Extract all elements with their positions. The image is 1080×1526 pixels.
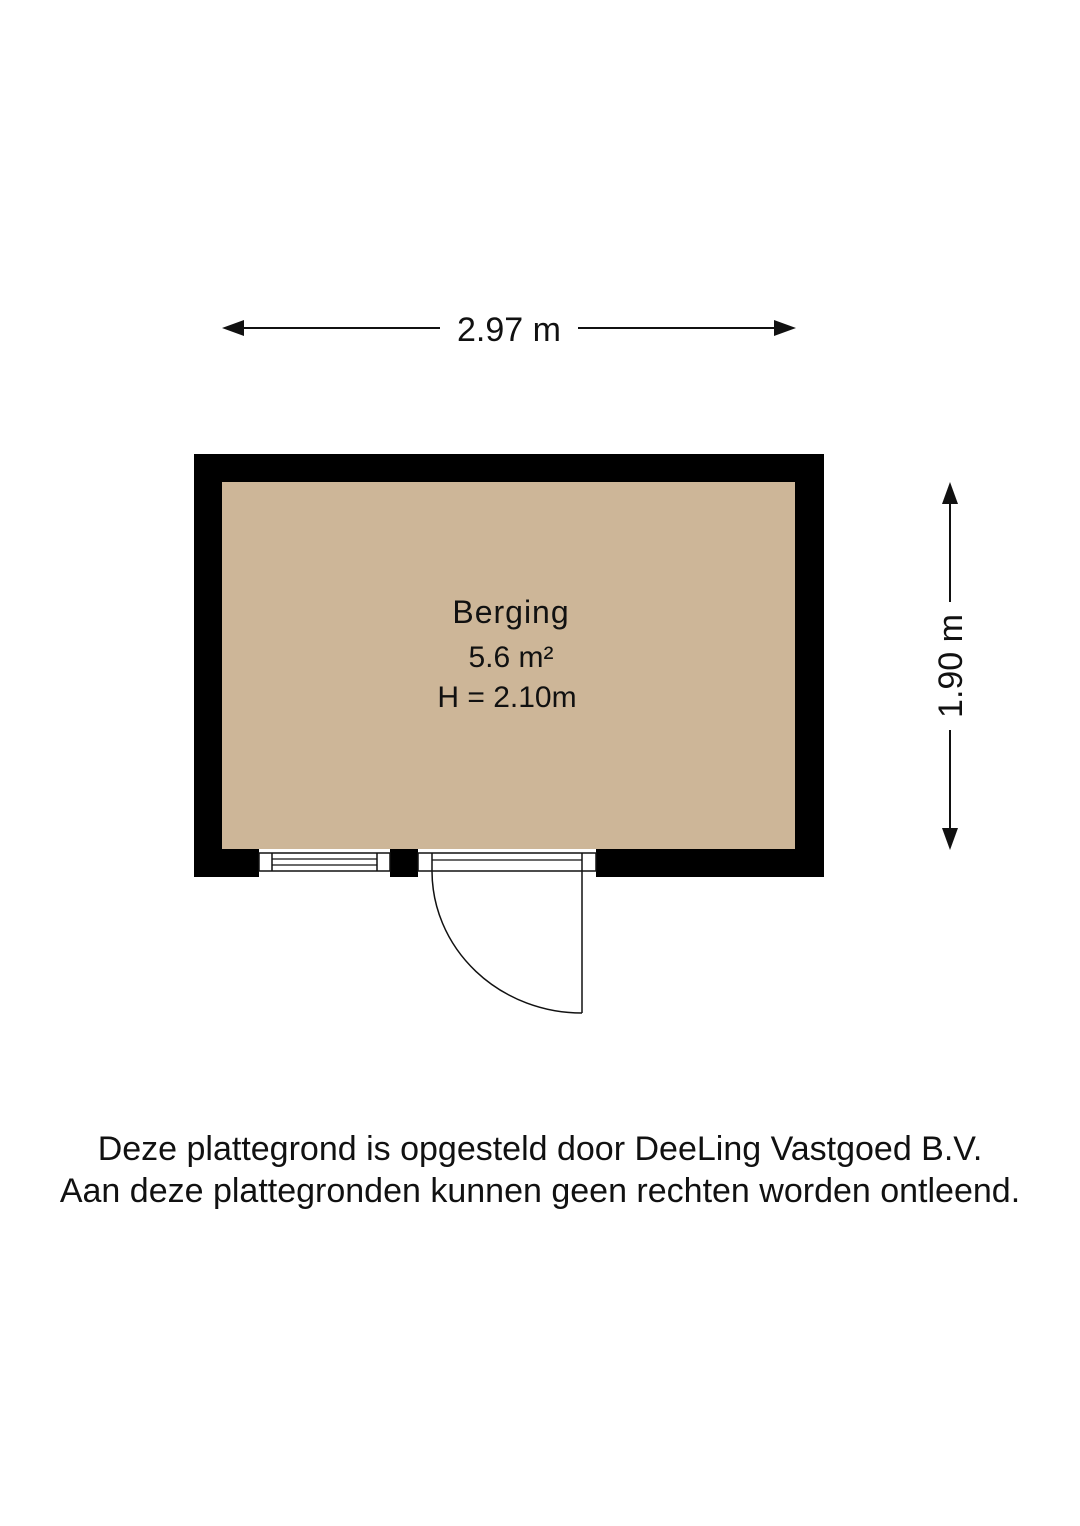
disclaimer-line-2: Aan deze plattegronden kunnen geen rechten worden ontleend. — [59, 1172, 1021, 1210]
width-dimension — [222, 311, 796, 349]
room-area: 5.6 m² — [468, 641, 554, 674]
arrow-left-icon — [222, 320, 244, 336]
height-dimension — [932, 482, 970, 850]
door-swing-arc — [432, 871, 582, 1013]
disclaimer-line-1: Deze plattegrond is opgesteld door DeeLing Vastgoed B.V. — [97, 1130, 983, 1168]
height-label: 1.90 m — [932, 614, 970, 718]
room-name: Berging — [452, 594, 570, 630]
arrow-right-icon — [774, 320, 796, 336]
room-ceiling-height: H = 2.10m — [437, 681, 577, 714]
arrow-up-icon — [942, 482, 958, 504]
arrow-down-icon — [942, 828, 958, 850]
disclaimer — [0, 1128, 1080, 1212]
width-label: 2.97 m — [457, 311, 561, 349]
